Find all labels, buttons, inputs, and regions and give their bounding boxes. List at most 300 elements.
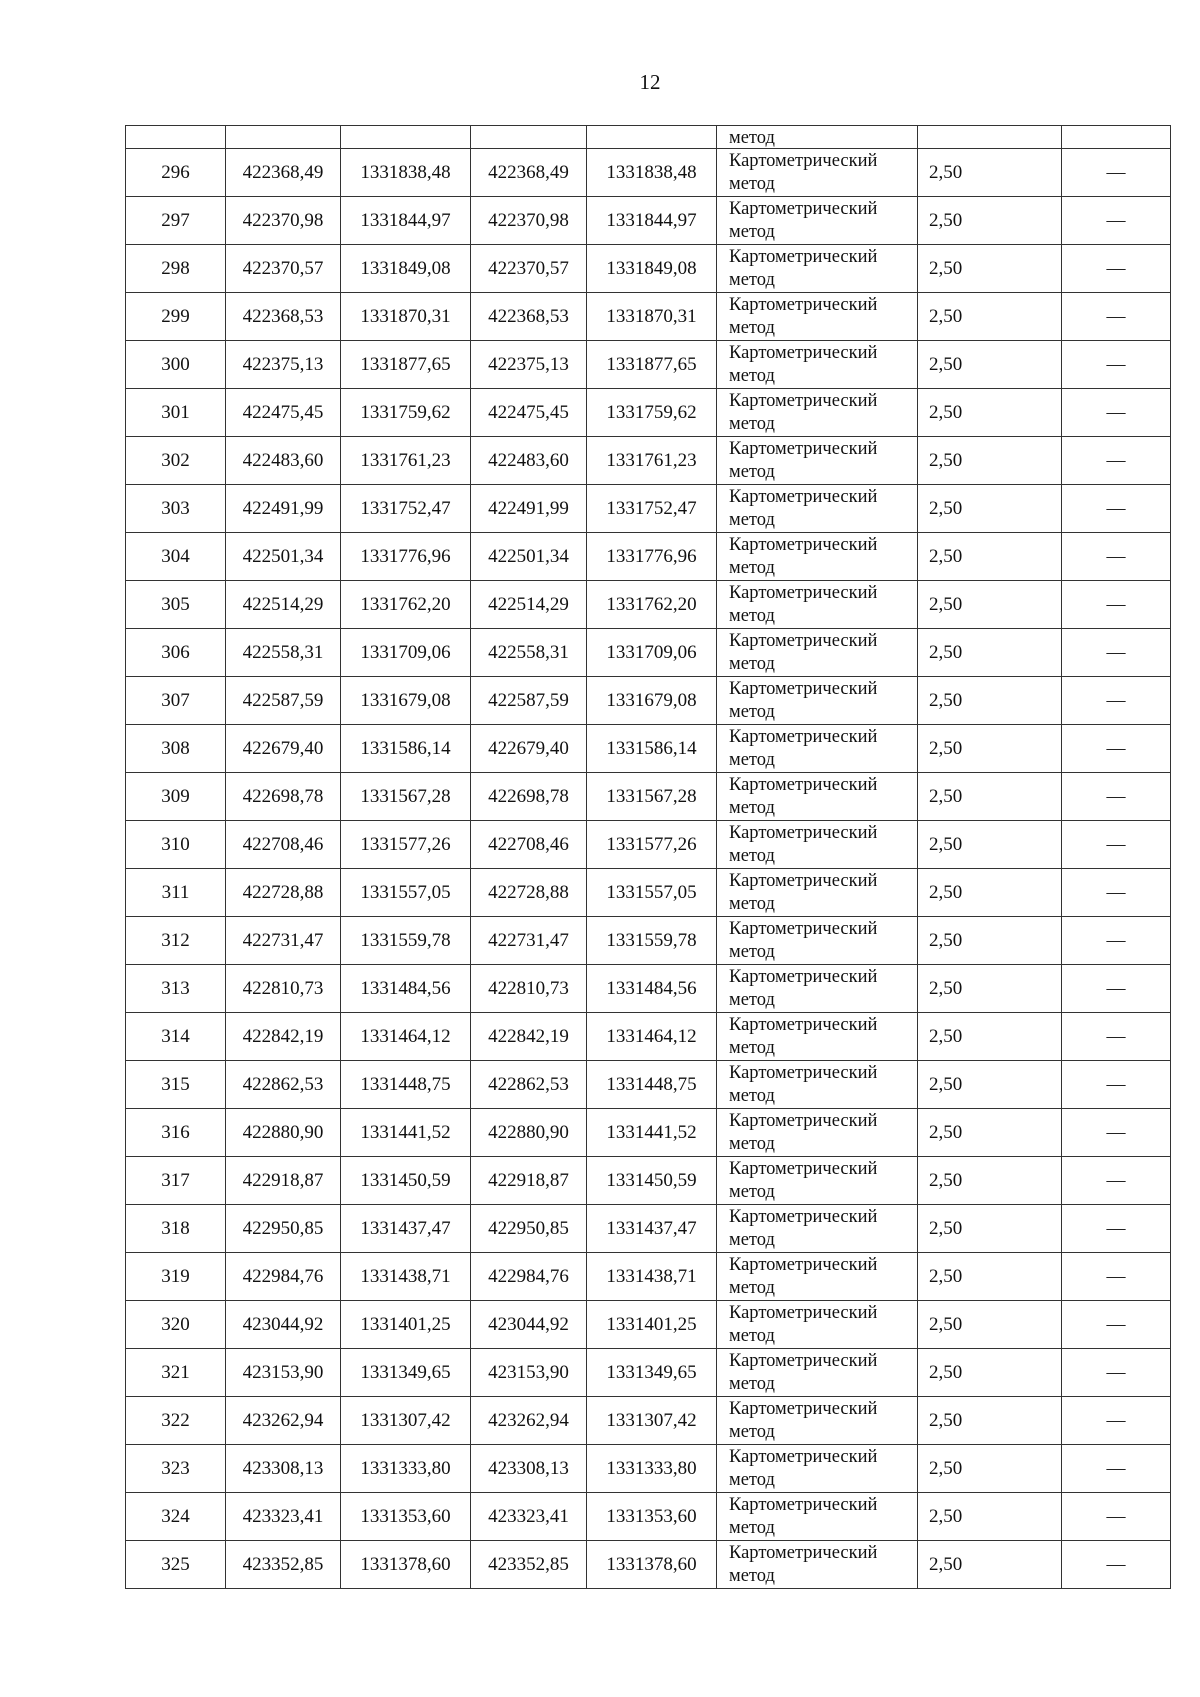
cell-method xyxy=(717,293,918,341)
cell-number: 304 xyxy=(126,533,226,581)
method-line1: Картометрический xyxy=(729,198,878,219)
cell-y-existing: 1331776,96 xyxy=(341,533,471,581)
cell-accuracy: 2,50 xyxy=(918,965,1062,1013)
table-row xyxy=(126,773,1171,821)
cell-method xyxy=(717,1013,918,1061)
cell-x-existing xyxy=(226,126,341,149)
cell-y-new: 1331776,96 xyxy=(587,533,717,581)
table-row xyxy=(126,917,1171,965)
method-line2: метод xyxy=(729,893,775,914)
method-line1: Картометрический xyxy=(729,1542,878,1563)
cell-accuracy: 2,50 xyxy=(918,677,1062,725)
cell-dash: — xyxy=(1062,1349,1171,1397)
cell-y-existing: 1331401,25 xyxy=(341,1301,471,1349)
cell-number: 312 xyxy=(126,917,226,965)
cell-dash: — xyxy=(1062,1013,1171,1061)
cell-x-existing: 422368,49 xyxy=(226,149,341,197)
method-line1: Картометрический xyxy=(729,1206,878,1227)
cell-y-existing: 1331849,08 xyxy=(341,245,471,293)
cell-y-new: 1331844,97 xyxy=(587,197,717,245)
cell-method xyxy=(717,389,918,437)
cell-x-new: 423044,92 xyxy=(471,1301,587,1349)
cell-accuracy: 2,50 xyxy=(918,1397,1062,1445)
cell-accuracy: 2,50 xyxy=(918,1301,1062,1349)
cell-y-existing: 1331586,14 xyxy=(341,725,471,773)
method-line1: Картометрический xyxy=(729,438,878,459)
table-row xyxy=(126,533,1171,581)
method-line2: метод xyxy=(729,317,775,338)
method-line1: Картометрический xyxy=(729,1302,878,1323)
cell-number: 306 xyxy=(126,629,226,677)
cell-method xyxy=(717,1541,918,1589)
method-line2: метод xyxy=(729,749,775,770)
cell-method xyxy=(717,677,918,725)
method-line1: Картометрический xyxy=(729,774,878,795)
cell-dash: — xyxy=(1062,485,1171,533)
cell-x-new: 422708,46 xyxy=(471,821,587,869)
cell-y-existing: 1331877,65 xyxy=(341,341,471,389)
method-line2: метод xyxy=(729,1037,775,1058)
method-line1: Картометрический xyxy=(729,630,878,651)
cell-x-new: 422491,99 xyxy=(471,485,587,533)
cell-accuracy: 2,50 xyxy=(918,581,1062,629)
cell-accuracy: 2,50 xyxy=(918,197,1062,245)
cell-x-new: 422375,13 xyxy=(471,341,587,389)
cell-x-existing: 422950,85 xyxy=(226,1205,341,1253)
table-row xyxy=(126,1397,1171,1445)
cell-x-existing: 422370,98 xyxy=(226,197,341,245)
cell-y-existing: 1331559,78 xyxy=(341,917,471,965)
table-row xyxy=(126,437,1171,485)
cell-y-new: 1331838,48 xyxy=(587,149,717,197)
method-line1: Картометрический xyxy=(729,822,878,843)
cell-dash: — xyxy=(1062,1253,1171,1301)
cell-accuracy: 2,50 xyxy=(918,1349,1062,1397)
cell-number: 297 xyxy=(126,197,226,245)
method-line1: Картометрический xyxy=(729,1350,878,1371)
cell-method xyxy=(717,341,918,389)
cell-accuracy: 2,50 xyxy=(918,1109,1062,1157)
cell-method xyxy=(717,197,918,245)
cell-x-existing: 422984,76 xyxy=(226,1253,341,1301)
cell-number: 322 xyxy=(126,1397,226,1445)
cell-y-existing: 1331844,97 xyxy=(341,197,471,245)
cell-y-existing: 1331838,48 xyxy=(341,149,471,197)
cell-method xyxy=(717,485,918,533)
cell-accuracy: 2,50 xyxy=(918,1445,1062,1493)
cell-accuracy: 2,50 xyxy=(918,821,1062,869)
cell-x-existing: 422842,19 xyxy=(226,1013,341,1061)
cell-x-new: 422514,29 xyxy=(471,581,587,629)
cell-x-existing: 422514,29 xyxy=(226,581,341,629)
cell-x-new: 422731,47 xyxy=(471,917,587,965)
method-line2: метод xyxy=(729,269,775,290)
cell-x-existing: 422918,87 xyxy=(226,1157,341,1205)
cell-number: 307 xyxy=(126,677,226,725)
cell-y-new: 1331484,56 xyxy=(587,965,717,1013)
cell-method xyxy=(717,1205,918,1253)
table-row xyxy=(126,1541,1171,1589)
cell-accuracy: 2,50 xyxy=(918,341,1062,389)
cell-x-existing: 422483,60 xyxy=(226,437,341,485)
page-number: 12 xyxy=(639,70,661,94)
cell-x-existing: 422587,59 xyxy=(226,677,341,725)
method-line1: Картометрический xyxy=(729,390,878,411)
method-line1: Картометрический xyxy=(729,1014,878,1035)
cell-number: 308 xyxy=(126,725,226,773)
cell-y-existing: 1331709,06 xyxy=(341,629,471,677)
cell-method xyxy=(717,437,918,485)
cell-method xyxy=(717,1397,918,1445)
cell-y-new: 1331353,60 xyxy=(587,1493,717,1541)
cell-x-new: 423308,13 xyxy=(471,1445,587,1493)
cell-number: 310 xyxy=(126,821,226,869)
cell-number: 302 xyxy=(126,437,226,485)
cell-y-new: 1331762,20 xyxy=(587,581,717,629)
method-line1: Картометрический xyxy=(729,486,878,507)
cell-dash: — xyxy=(1062,725,1171,773)
cell-number: 296 xyxy=(126,149,226,197)
method-line2: метод xyxy=(729,413,775,434)
cell-y-existing xyxy=(341,126,471,149)
cell-y-existing: 1331353,60 xyxy=(341,1493,471,1541)
cell-dash: — xyxy=(1062,1109,1171,1157)
cell-y-existing: 1331441,52 xyxy=(341,1109,471,1157)
cell-y-new: 1331761,23 xyxy=(587,437,717,485)
table-row xyxy=(126,821,1171,869)
method-line2: метод xyxy=(729,797,775,818)
cell-y-new: 1331577,26 xyxy=(587,821,717,869)
cell-method xyxy=(717,917,918,965)
table-row xyxy=(126,869,1171,917)
cell-y-new: 1331870,31 xyxy=(587,293,717,341)
cell-x-existing: 423262,94 xyxy=(226,1397,341,1445)
cell-y-existing: 1331438,71 xyxy=(341,1253,471,1301)
cell-method xyxy=(717,533,918,581)
cell-dash: — xyxy=(1062,677,1171,725)
cell-y-new: 1331679,08 xyxy=(587,677,717,725)
table-row xyxy=(126,581,1171,629)
cell-x-new: 423352,85 xyxy=(471,1541,587,1589)
cell-y-new: 1331438,71 xyxy=(587,1253,717,1301)
cell-x-existing: 422810,73 xyxy=(226,965,341,1013)
method-line2: метод xyxy=(729,1469,775,1490)
cell-x-existing: 423352,85 xyxy=(226,1541,341,1589)
cell-method xyxy=(717,581,918,629)
cell-x-existing: 422491,99 xyxy=(226,485,341,533)
cell-method xyxy=(717,1349,918,1397)
cell-x-new: 422558,31 xyxy=(471,629,587,677)
cell-y-new: 1331333,80 xyxy=(587,1445,717,1493)
method-line1: Картометрический xyxy=(729,294,878,315)
cell-y-new: 1331464,12 xyxy=(587,1013,717,1061)
cell-y-new: 1331401,25 xyxy=(587,1301,717,1349)
cell-dash: — xyxy=(1062,1445,1171,1493)
cell-number: 305 xyxy=(126,581,226,629)
table-row xyxy=(126,1013,1171,1061)
cell-x-existing: 422558,31 xyxy=(226,629,341,677)
cell-number: 314 xyxy=(126,1013,226,1061)
cell-dash: — xyxy=(1062,869,1171,917)
table-row xyxy=(126,1301,1171,1349)
cell-x-existing: 423153,90 xyxy=(226,1349,341,1397)
cell-number: 321 xyxy=(126,1349,226,1397)
cell-dash: — xyxy=(1062,581,1171,629)
cell-y-existing: 1331752,47 xyxy=(341,485,471,533)
table-row xyxy=(126,293,1171,341)
cell-method xyxy=(717,1157,918,1205)
cell-accuracy: 2,50 xyxy=(918,773,1062,821)
cell-x-new: 422862,53 xyxy=(471,1061,587,1109)
cell-x-new: 422679,40 xyxy=(471,725,587,773)
cell-x-existing: 422679,40 xyxy=(226,725,341,773)
cell-number: 319 xyxy=(126,1253,226,1301)
cell-x-new: 423323,41 xyxy=(471,1493,587,1541)
cell-accuracy: 2,50 xyxy=(918,485,1062,533)
method-line2: метод xyxy=(729,557,775,578)
cell-x-existing: 422862,53 xyxy=(226,1061,341,1109)
cell-dash: — xyxy=(1062,1541,1171,1589)
cell-dash: — xyxy=(1062,1157,1171,1205)
cell-x-new: 422698,78 xyxy=(471,773,587,821)
cell-accuracy: 2,50 xyxy=(918,293,1062,341)
method-line1: Картометрический xyxy=(729,582,878,603)
cell-y-new: 1331709,06 xyxy=(587,629,717,677)
cell-y-new: 1331752,47 xyxy=(587,485,717,533)
cell-number: 317 xyxy=(126,1157,226,1205)
cell-method xyxy=(717,965,918,1013)
cell-y-existing: 1331448,75 xyxy=(341,1061,471,1109)
cell-x-existing: 422698,78 xyxy=(226,773,341,821)
cell-x-new: 422587,59 xyxy=(471,677,587,725)
method-line1: Картометрический xyxy=(729,246,878,267)
method-line2: метод xyxy=(729,365,775,386)
cell-y-existing: 1331464,12 xyxy=(341,1013,471,1061)
cell-y-new: 1331437,47 xyxy=(587,1205,717,1253)
cell-x-new: 422483,60 xyxy=(471,437,587,485)
cell-x-new: 422918,87 xyxy=(471,1157,587,1205)
method-line2: метод xyxy=(729,1133,775,1154)
cell-accuracy: 2,50 xyxy=(918,1061,1062,1109)
cell-method xyxy=(717,773,918,821)
cell-dash: — xyxy=(1062,1493,1171,1541)
method-line1: Картометрический xyxy=(729,1158,878,1179)
cell-accuracy: 2,50 xyxy=(918,917,1062,965)
method-line1: Картометрический xyxy=(729,1398,878,1419)
method-line1: Картометрический xyxy=(729,342,878,363)
method-line1: Картометрический xyxy=(729,1446,878,1467)
cell-number: 324 xyxy=(126,1493,226,1541)
cell-dash: — xyxy=(1062,1061,1171,1109)
cell-x-existing: 422880,90 xyxy=(226,1109,341,1157)
cell-y-new: 1331448,75 xyxy=(587,1061,717,1109)
cell-x-new: 422370,57 xyxy=(471,245,587,293)
cell-method xyxy=(717,1253,918,1301)
method-line2: метод xyxy=(729,1565,775,1586)
method-line2: метод xyxy=(729,128,775,148)
cell-number xyxy=(126,126,226,149)
cell-x-new: 422984,76 xyxy=(471,1253,587,1301)
cell-x-new: 422810,73 xyxy=(471,965,587,1013)
cell-x-new: 422501,34 xyxy=(471,533,587,581)
cell-dash: — xyxy=(1062,965,1171,1013)
cell-dash: — xyxy=(1062,1205,1171,1253)
method-line1: Картометрический xyxy=(729,1062,878,1083)
cell-number: 300 xyxy=(126,341,226,389)
table-row xyxy=(126,1253,1171,1301)
method-line1: Картометрический xyxy=(729,966,878,987)
cell-y-new: 1331567,28 xyxy=(587,773,717,821)
cell-y-existing: 1331577,26 xyxy=(341,821,471,869)
cell-dash: — xyxy=(1062,149,1171,197)
method-line2: метод xyxy=(729,173,775,194)
cell-dash: — xyxy=(1062,1301,1171,1349)
method-line2: метод xyxy=(729,1085,775,1106)
cell-dash: — xyxy=(1062,629,1171,677)
cell-y-new: 1331559,78 xyxy=(587,917,717,965)
table-row xyxy=(126,1061,1171,1109)
coordinates-table xyxy=(125,125,1171,1589)
cell-y-existing: 1331484,56 xyxy=(341,965,471,1013)
method-line2: метод xyxy=(729,1373,775,1394)
cell-x-existing: 422475,45 xyxy=(226,389,341,437)
cell-method xyxy=(717,821,918,869)
cell-y-existing: 1331761,23 xyxy=(341,437,471,485)
method-line2: метод xyxy=(729,701,775,722)
cell-number: 313 xyxy=(126,965,226,1013)
table-row xyxy=(126,629,1171,677)
cell-x-new: 422370,98 xyxy=(471,197,587,245)
method-line2: метод xyxy=(729,1421,775,1442)
cell-number: 320 xyxy=(126,1301,226,1349)
cell-dash: — xyxy=(1062,341,1171,389)
method-line2: метод xyxy=(729,1277,775,1298)
cell-number: 318 xyxy=(126,1205,226,1253)
continuation-row xyxy=(126,126,1171,149)
table-row xyxy=(126,677,1171,725)
cell-y-new: 1331557,05 xyxy=(587,869,717,917)
table-row xyxy=(126,341,1171,389)
method-line1: Картометрический xyxy=(729,870,878,891)
cell-dash xyxy=(1062,126,1171,149)
method-line2: метод xyxy=(729,605,775,626)
method-line1: Картометрический xyxy=(729,150,878,171)
cell-y-new: 1331586,14 xyxy=(587,725,717,773)
cell-method xyxy=(717,126,918,149)
cell-y-new: 1331441,52 xyxy=(587,1109,717,1157)
method-line2: метод xyxy=(729,221,775,242)
cell-method xyxy=(717,149,918,197)
cell-y-new: 1331759,62 xyxy=(587,389,717,437)
cell-y-existing: 1331679,08 xyxy=(341,677,471,725)
cell-number: 323 xyxy=(126,1445,226,1493)
cell-x-new xyxy=(471,126,587,149)
table-row xyxy=(126,389,1171,437)
cell-x-existing: 422368,53 xyxy=(226,293,341,341)
method-line2: метод xyxy=(729,461,775,482)
cell-x-new: 422950,85 xyxy=(471,1205,587,1253)
cell-dash: — xyxy=(1062,437,1171,485)
cell-method xyxy=(717,725,918,773)
table-row xyxy=(126,1109,1171,1157)
cell-x-existing: 422501,34 xyxy=(226,533,341,581)
method-line1: Картометрический xyxy=(729,918,878,939)
cell-method xyxy=(717,1493,918,1541)
cell-dash: — xyxy=(1062,917,1171,965)
cell-y-new: 1331378,60 xyxy=(587,1541,717,1589)
cell-x-new: 422842,19 xyxy=(471,1013,587,1061)
table-row xyxy=(126,197,1171,245)
cell-accuracy: 2,50 xyxy=(918,245,1062,293)
cell-dash: — xyxy=(1062,773,1171,821)
cell-accuracy: 2,50 xyxy=(918,389,1062,437)
cell-accuracy xyxy=(918,126,1062,149)
cell-accuracy: 2,50 xyxy=(918,149,1062,197)
cell-accuracy: 2,50 xyxy=(918,725,1062,773)
method-line1: Картометрический xyxy=(729,1494,878,1515)
cell-x-existing: 423308,13 xyxy=(226,1445,341,1493)
cell-method xyxy=(717,1061,918,1109)
method-line2: метод xyxy=(729,989,775,1010)
cell-accuracy: 2,50 xyxy=(918,1205,1062,1253)
cell-x-existing: 422708,46 xyxy=(226,821,341,869)
cell-method xyxy=(717,1445,918,1493)
cell-x-new: 422368,49 xyxy=(471,149,587,197)
method-line2: метод xyxy=(729,509,775,530)
cell-accuracy: 2,50 xyxy=(918,869,1062,917)
table-row xyxy=(126,485,1171,533)
cell-number: 316 xyxy=(126,1109,226,1157)
cell-x-existing: 423323,41 xyxy=(226,1493,341,1541)
method-line2: метод xyxy=(729,653,775,674)
cell-method xyxy=(717,245,918,293)
cell-x-new: 423262,94 xyxy=(471,1397,587,1445)
table-row xyxy=(126,1493,1171,1541)
cell-accuracy: 2,50 xyxy=(918,437,1062,485)
cell-accuracy: 2,50 xyxy=(918,1157,1062,1205)
method-line2: метод xyxy=(729,845,775,866)
method-line2: метод xyxy=(729,1181,775,1202)
cell-y-existing: 1331450,59 xyxy=(341,1157,471,1205)
cell-dash: — xyxy=(1062,821,1171,869)
cell-method xyxy=(717,1109,918,1157)
cell-accuracy: 2,50 xyxy=(918,533,1062,581)
cell-dash: — xyxy=(1062,245,1171,293)
table-row xyxy=(126,1349,1171,1397)
cell-y-existing: 1331437,47 xyxy=(341,1205,471,1253)
cell-dash: — xyxy=(1062,389,1171,437)
cell-x-existing: 422375,13 xyxy=(226,341,341,389)
cell-number: 303 xyxy=(126,485,226,533)
cell-accuracy: 2,50 xyxy=(918,1493,1062,1541)
cell-method xyxy=(717,629,918,677)
cell-x-new: 422880,90 xyxy=(471,1109,587,1157)
cell-method xyxy=(717,869,918,917)
cell-y-existing: 1331567,28 xyxy=(341,773,471,821)
cell-number: 311 xyxy=(126,869,226,917)
table-row xyxy=(126,245,1171,293)
cell-number: 299 xyxy=(126,293,226,341)
cell-y-new: 1331349,65 xyxy=(587,1349,717,1397)
cell-number: 298 xyxy=(126,245,226,293)
cell-y-existing: 1331762,20 xyxy=(341,581,471,629)
method-line1: Картометрический xyxy=(729,1254,878,1275)
method-line2: метод xyxy=(729,941,775,962)
cell-y-existing: 1331378,60 xyxy=(341,1541,471,1589)
cell-y-existing: 1331307,42 xyxy=(341,1397,471,1445)
cell-x-existing: 422370,57 xyxy=(226,245,341,293)
cell-method xyxy=(717,1301,918,1349)
